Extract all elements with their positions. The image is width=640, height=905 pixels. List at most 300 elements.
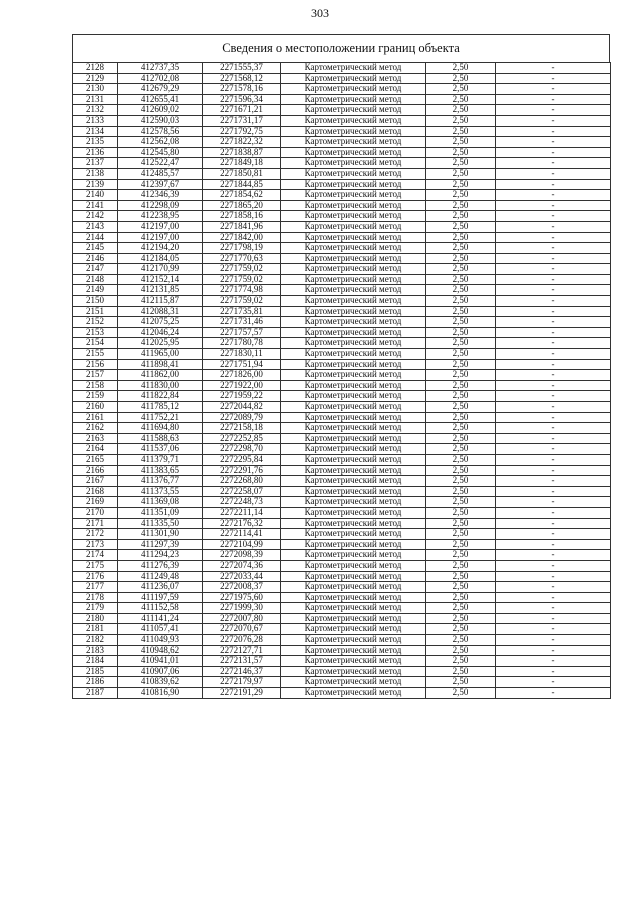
x-coordinate-cell: 412025,95 <box>118 338 203 349</box>
y-coordinate-cell: 2271865,20 <box>203 200 281 211</box>
description-cell: - <box>496 94 611 105</box>
description-cell: - <box>496 137 611 148</box>
table-row <box>73 190 611 201</box>
accuracy-cell: 2,50 <box>426 63 496 74</box>
x-coordinate-cell: 411785,12 <box>118 402 203 413</box>
description-cell: - <box>496 582 611 593</box>
table-row <box>73 94 611 105</box>
y-coordinate-cell: 2272008,37 <box>203 582 281 593</box>
accuracy-cell: 2,50 <box>426 507 496 518</box>
point-number-cell: 2164 <box>73 444 118 455</box>
point-number-cell: 2172 <box>73 529 118 540</box>
method-cell: Картометрический метод <box>281 433 426 444</box>
y-coordinate-cell: 2271922,00 <box>203 380 281 391</box>
accuracy-cell: 2,50 <box>426 158 496 169</box>
method-cell: Картометрический метод <box>281 423 426 434</box>
y-coordinate-cell: 2271780,78 <box>203 338 281 349</box>
y-coordinate-cell: 2272191,29 <box>203 688 281 699</box>
point-number-cell: 2168 <box>73 486 118 497</box>
y-coordinate-cell: 2271854,62 <box>203 190 281 201</box>
point-number-cell: 2128 <box>73 63 118 74</box>
table-row <box>73 105 611 116</box>
point-number-cell: 2174 <box>73 550 118 561</box>
method-cell: Картометрический метод <box>281 486 426 497</box>
accuracy-cell: 2,50 <box>426 73 496 84</box>
table-row <box>73 571 611 582</box>
accuracy-cell: 2,50 <box>426 666 496 677</box>
point-number-cell: 2173 <box>73 539 118 550</box>
accuracy-cell: 2,50 <box>426 179 496 190</box>
x-coordinate-cell: 412737,35 <box>118 63 203 74</box>
table-row <box>73 603 611 614</box>
y-coordinate-cell: 2271850,81 <box>203 168 281 179</box>
point-number-cell: 2144 <box>73 232 118 243</box>
x-coordinate-cell: 411152,58 <box>118 603 203 614</box>
accuracy-cell: 2,50 <box>426 603 496 614</box>
accuracy-cell: 2,50 <box>426 200 496 211</box>
method-cell: Картометрический метод <box>281 232 426 243</box>
y-coordinate-cell: 2272146,37 <box>203 666 281 677</box>
description-cell: - <box>496 497 611 508</box>
x-coordinate-cell: 411752,21 <box>118 412 203 423</box>
accuracy-cell: 2,50 <box>426 465 496 476</box>
x-coordinate-cell: 412115,87 <box>118 296 203 307</box>
method-cell: Картометрический метод <box>281 327 426 338</box>
point-number-cell: 2135 <box>73 137 118 148</box>
x-coordinate-cell: 412184,05 <box>118 253 203 264</box>
x-coordinate-cell: 412088,31 <box>118 306 203 317</box>
point-number-cell: 2131 <box>73 94 118 105</box>
accuracy-cell: 2,50 <box>426 380 496 391</box>
description-cell: - <box>496 571 611 582</box>
point-number-cell: 2167 <box>73 476 118 487</box>
accuracy-cell: 2,50 <box>426 285 496 296</box>
y-coordinate-cell: 2271830,11 <box>203 349 281 360</box>
y-coordinate-cell: 2271975,60 <box>203 592 281 603</box>
point-number-cell: 2161 <box>73 412 118 423</box>
point-number-cell: 2183 <box>73 645 118 656</box>
table-row <box>73 115 611 126</box>
table-row <box>73 539 611 550</box>
table-row <box>73 677 611 688</box>
method-cell: Картометрический метод <box>281 380 426 391</box>
table-row <box>73 370 611 381</box>
point-number-cell: 2155 <box>73 349 118 360</box>
description-cell: - <box>496 126 611 137</box>
method-cell: Картометрический метод <box>281 370 426 381</box>
x-coordinate-cell: 412522,47 <box>118 158 203 169</box>
accuracy-cell: 2,50 <box>426 84 496 95</box>
x-coordinate-cell: 410941,01 <box>118 656 203 667</box>
y-coordinate-cell: 2272248,73 <box>203 497 281 508</box>
accuracy-cell: 2,50 <box>426 402 496 413</box>
y-coordinate-cell: 2272131,57 <box>203 656 281 667</box>
method-cell: Картометрический метод <box>281 391 426 402</box>
description-cell: - <box>496 264 611 275</box>
y-coordinate-cell: 2271849,18 <box>203 158 281 169</box>
method-cell: Картометрический метод <box>281 349 426 360</box>
point-number-cell: 2130 <box>73 84 118 95</box>
accuracy-cell: 2,50 <box>426 444 496 455</box>
method-cell: Картометрический метод <box>281 179 426 190</box>
accuracy-cell: 2,50 <box>426 221 496 232</box>
description-cell: - <box>496 84 611 95</box>
method-cell: Картометрический метод <box>281 63 426 74</box>
table-row <box>73 211 611 222</box>
point-number-cell: 2182 <box>73 635 118 646</box>
accuracy-cell: 2,50 <box>426 317 496 328</box>
point-number-cell: 2132 <box>73 105 118 116</box>
y-coordinate-cell: 2271774,98 <box>203 285 281 296</box>
method-cell: Картометрический метод <box>281 550 426 561</box>
table-row <box>73 613 611 624</box>
y-coordinate-cell: 2271555,37 <box>203 63 281 74</box>
accuracy-cell: 2,50 <box>426 529 496 540</box>
x-coordinate-cell: 410948,62 <box>118 645 203 656</box>
table-row <box>73 168 611 179</box>
method-cell: Картометрический метод <box>281 497 426 508</box>
y-coordinate-cell: 2272268,80 <box>203 476 281 487</box>
table-row <box>73 402 611 413</box>
table-row <box>73 158 611 169</box>
description-cell: - <box>496 613 611 624</box>
x-coordinate-cell: 411830,00 <box>118 380 203 391</box>
accuracy-cell: 2,50 <box>426 115 496 126</box>
accuracy-cell: 2,50 <box>426 137 496 148</box>
x-coordinate-cell: 412075,25 <box>118 317 203 328</box>
y-coordinate-cell: 2272033,44 <box>203 571 281 582</box>
y-coordinate-cell: 2272089,79 <box>203 412 281 423</box>
page-number: 303 <box>311 6 329 20</box>
description-cell: - <box>496 253 611 264</box>
y-coordinate-cell: 2271959,22 <box>203 391 281 402</box>
accuracy-cell: 2,50 <box>426 94 496 105</box>
y-coordinate-cell: 2272127,71 <box>203 645 281 656</box>
table-row <box>73 688 611 699</box>
x-coordinate-cell: 410907,06 <box>118 666 203 677</box>
accuracy-cell: 2,50 <box>426 582 496 593</box>
point-number-cell: 2159 <box>73 391 118 402</box>
point-number-cell: 2170 <box>73 507 118 518</box>
accuracy-cell: 2,50 <box>426 550 496 561</box>
point-number-cell: 2143 <box>73 221 118 232</box>
method-cell: Картометрический метод <box>281 200 426 211</box>
table-row <box>73 476 611 487</box>
point-number-cell: 2187 <box>73 688 118 699</box>
table-row <box>73 645 611 656</box>
point-number-cell: 2147 <box>73 264 118 275</box>
accuracy-cell: 2,50 <box>426 391 496 402</box>
description-cell: - <box>496 433 611 444</box>
y-coordinate-cell: 2272295,84 <box>203 454 281 465</box>
accuracy-cell: 2,50 <box>426 168 496 179</box>
x-coordinate-cell: 411049,93 <box>118 635 203 646</box>
x-coordinate-cell: 412545,80 <box>118 147 203 158</box>
y-coordinate-cell: 2272211,14 <box>203 507 281 518</box>
x-coordinate-cell: 412397,67 <box>118 179 203 190</box>
y-coordinate-cell: 2271838,87 <box>203 147 281 158</box>
method-cell: Картометрический метод <box>281 296 426 307</box>
table-row <box>73 391 611 402</box>
accuracy-cell: 2,50 <box>426 476 496 487</box>
y-coordinate-cell: 2271731,17 <box>203 115 281 126</box>
y-coordinate-cell: 2271822,32 <box>203 137 281 148</box>
point-number-cell: 2136 <box>73 147 118 158</box>
x-coordinate-cell: 412702,08 <box>118 73 203 84</box>
table-row <box>73 518 611 529</box>
table-row <box>73 232 611 243</box>
description-cell: - <box>496 105 611 116</box>
description-cell: - <box>496 539 611 550</box>
accuracy-cell: 2,50 <box>426 497 496 508</box>
description-cell: - <box>496 306 611 317</box>
accuracy-cell: 2,50 <box>426 571 496 582</box>
table-row <box>73 63 611 74</box>
y-coordinate-cell: 2272258,07 <box>203 486 281 497</box>
point-number-cell: 2148 <box>73 274 118 285</box>
point-number-cell: 2141 <box>73 200 118 211</box>
method-cell: Картометрический метод <box>281 285 426 296</box>
x-coordinate-cell: 412194,20 <box>118 243 203 254</box>
y-coordinate-cell: 2271844,85 <box>203 179 281 190</box>
x-coordinate-cell: 412346,39 <box>118 190 203 201</box>
method-cell: Картометрический метод <box>281 402 426 413</box>
x-coordinate-cell: 412131,85 <box>118 285 203 296</box>
method-cell: Картометрический метод <box>281 253 426 264</box>
table-row <box>73 73 611 84</box>
description-cell: - <box>496 221 611 232</box>
table-row <box>73 666 611 677</box>
accuracy-cell: 2,50 <box>426 560 496 571</box>
method-cell: Картометрический метод <box>281 243 426 254</box>
x-coordinate-cell: 412655,41 <box>118 94 203 105</box>
table-row <box>73 147 611 158</box>
table-row <box>73 635 611 646</box>
description-cell: - <box>496 243 611 254</box>
accuracy-cell: 2,50 <box>426 688 496 699</box>
x-coordinate-cell: 411301,90 <box>118 529 203 540</box>
method-cell: Картометрический метод <box>281 105 426 116</box>
table-row <box>73 137 611 148</box>
point-number-cell: 2152 <box>73 317 118 328</box>
point-number-cell: 2138 <box>73 168 118 179</box>
table-row <box>73 380 611 391</box>
method-cell: Картометрический метод <box>281 338 426 349</box>
description-cell: - <box>496 402 611 413</box>
method-cell: Картометрический метод <box>281 168 426 179</box>
description-cell: - <box>496 200 611 211</box>
accuracy-cell: 2,50 <box>426 338 496 349</box>
method-cell: Картометрический метод <box>281 454 426 465</box>
x-coordinate-cell: 410839,62 <box>118 677 203 688</box>
table-row <box>73 274 611 285</box>
method-cell: Картометрический метод <box>281 84 426 95</box>
y-coordinate-cell: 2271671,21 <box>203 105 281 116</box>
point-number-cell: 2139 <box>73 179 118 190</box>
description-cell: - <box>496 147 611 158</box>
table-row <box>73 306 611 317</box>
method-cell: Картометрический метод <box>281 624 426 635</box>
description-cell: - <box>496 190 611 201</box>
point-number-cell: 2169 <box>73 497 118 508</box>
y-coordinate-cell: 2271578,16 <box>203 84 281 95</box>
method-cell: Картометрический метод <box>281 137 426 148</box>
x-coordinate-cell: 411965,00 <box>118 349 203 360</box>
table-row <box>73 423 611 434</box>
point-number-cell: 2151 <box>73 306 118 317</box>
x-coordinate-cell: 412197,00 <box>118 221 203 232</box>
method-cell: Картометрический метод <box>281 126 426 137</box>
accuracy-cell: 2,50 <box>426 253 496 264</box>
y-coordinate-cell: 2272179,97 <box>203 677 281 688</box>
description-cell: - <box>496 476 611 487</box>
table-row <box>73 497 611 508</box>
x-coordinate-cell: 411379,71 <box>118 454 203 465</box>
description-cell: - <box>496 168 611 179</box>
table-row <box>73 454 611 465</box>
point-number-cell: 2158 <box>73 380 118 391</box>
table-row <box>73 582 611 593</box>
table-row <box>73 349 611 360</box>
description-cell: - <box>496 327 611 338</box>
method-cell: Картометрический метод <box>281 656 426 667</box>
accuracy-cell: 2,50 <box>426 306 496 317</box>
method-cell: Картометрический метод <box>281 465 426 476</box>
method-cell: Картометрический метод <box>281 359 426 370</box>
x-coordinate-cell: 411197,59 <box>118 592 203 603</box>
y-coordinate-cell: 2272158,18 <box>203 423 281 434</box>
y-coordinate-cell: 2271792,75 <box>203 126 281 137</box>
x-coordinate-cell: 412152,14 <box>118 274 203 285</box>
point-number-cell: 2186 <box>73 677 118 688</box>
y-coordinate-cell: 2272104,99 <box>203 539 281 550</box>
point-number-cell: 2177 <box>73 582 118 593</box>
accuracy-cell: 2,50 <box>426 613 496 624</box>
description-cell: - <box>496 211 611 222</box>
description-cell: - <box>496 507 611 518</box>
point-number-cell: 2153 <box>73 327 118 338</box>
accuracy-cell: 2,50 <box>426 274 496 285</box>
x-coordinate-cell: 411369,08 <box>118 497 203 508</box>
table-row <box>73 412 611 423</box>
description-cell: - <box>496 529 611 540</box>
accuracy-cell: 2,50 <box>426 677 496 688</box>
table-row <box>73 338 611 349</box>
description-cell: - <box>496 444 611 455</box>
description-cell: - <box>496 560 611 571</box>
table-row <box>73 296 611 307</box>
y-coordinate-cell: 2272007,80 <box>203 613 281 624</box>
point-number-cell: 2157 <box>73 370 118 381</box>
table-row <box>73 317 611 328</box>
y-coordinate-cell: 2272070,67 <box>203 624 281 635</box>
x-coordinate-cell: 412298,09 <box>118 200 203 211</box>
table-row <box>73 359 611 370</box>
accuracy-cell: 2,50 <box>426 232 496 243</box>
description-cell: - <box>496 73 611 84</box>
accuracy-cell: 2,50 <box>426 349 496 360</box>
accuracy-cell: 2,50 <box>426 105 496 116</box>
point-number-cell: 2154 <box>73 338 118 349</box>
x-coordinate-cell: 412590,03 <box>118 115 203 126</box>
y-coordinate-cell: 2272044,82 <box>203 402 281 413</box>
description-cell: - <box>496 592 611 603</box>
table-row <box>73 624 611 635</box>
table-row <box>73 560 611 571</box>
y-coordinate-cell: 2271759,02 <box>203 274 281 285</box>
method-cell: Картометрический метод <box>281 603 426 614</box>
description-cell: - <box>496 465 611 476</box>
x-coordinate-cell: 411057,41 <box>118 624 203 635</box>
point-number-cell: 2162 <box>73 423 118 434</box>
x-coordinate-cell: 411373,55 <box>118 486 203 497</box>
x-coordinate-cell: 411588,63 <box>118 433 203 444</box>
table-row <box>73 84 611 95</box>
x-coordinate-cell: 411335,50 <box>118 518 203 529</box>
accuracy-cell: 2,50 <box>426 264 496 275</box>
x-coordinate-cell: 411351,09 <box>118 507 203 518</box>
point-number-cell: 2176 <box>73 571 118 582</box>
method-cell: Картометрический метод <box>281 190 426 201</box>
point-number-cell: 2137 <box>73 158 118 169</box>
method-cell: Картометрический метод <box>281 444 426 455</box>
boundary-table-container <box>72 34 610 699</box>
method-cell: Картометрический метод <box>281 115 426 126</box>
y-coordinate-cell: 2272252,85 <box>203 433 281 444</box>
point-number-cell: 2146 <box>73 253 118 264</box>
description-cell: - <box>496 285 611 296</box>
description-cell: - <box>496 274 611 285</box>
table-body <box>73 63 611 699</box>
accuracy-cell: 2,50 <box>426 423 496 434</box>
table-row <box>73 529 611 540</box>
accuracy-cell: 2,50 <box>426 190 496 201</box>
point-number-cell: 2134 <box>73 126 118 137</box>
table-row <box>73 179 611 190</box>
accuracy-cell: 2,50 <box>426 645 496 656</box>
y-coordinate-cell: 2272291,76 <box>203 465 281 476</box>
point-number-cell: 2165 <box>73 454 118 465</box>
accuracy-cell: 2,50 <box>426 370 496 381</box>
description-cell: - <box>496 380 611 391</box>
method-cell: Картометрический метод <box>281 613 426 624</box>
accuracy-cell: 2,50 <box>426 211 496 222</box>
x-coordinate-cell: 412609,02 <box>118 105 203 116</box>
point-number-cell: 2133 <box>73 115 118 126</box>
y-coordinate-cell: 2271841,96 <box>203 221 281 232</box>
x-coordinate-cell: 412170,99 <box>118 264 203 275</box>
y-coordinate-cell: 2271757,57 <box>203 327 281 338</box>
description-cell: - <box>496 179 611 190</box>
method-cell: Картометрический метод <box>281 147 426 158</box>
x-coordinate-cell: 411294,23 <box>118 550 203 561</box>
point-number-cell: 2129 <box>73 73 118 84</box>
point-number-cell: 2166 <box>73 465 118 476</box>
description-cell: - <box>496 370 611 381</box>
x-coordinate-cell: 412578,56 <box>118 126 203 137</box>
y-coordinate-cell: 2271842,00 <box>203 232 281 243</box>
method-cell: Картометрический метод <box>281 677 426 688</box>
method-cell: Картометрический метод <box>281 507 426 518</box>
description-cell: - <box>496 677 611 688</box>
x-coordinate-cell: 411383,65 <box>118 465 203 476</box>
point-number-cell: 2140 <box>73 190 118 201</box>
method-cell: Картометрический метод <box>281 645 426 656</box>
method-cell: Картометрический метод <box>281 158 426 169</box>
description-cell: - <box>496 317 611 328</box>
description-cell: - <box>496 158 611 169</box>
method-cell: Картометрический метод <box>281 274 426 285</box>
